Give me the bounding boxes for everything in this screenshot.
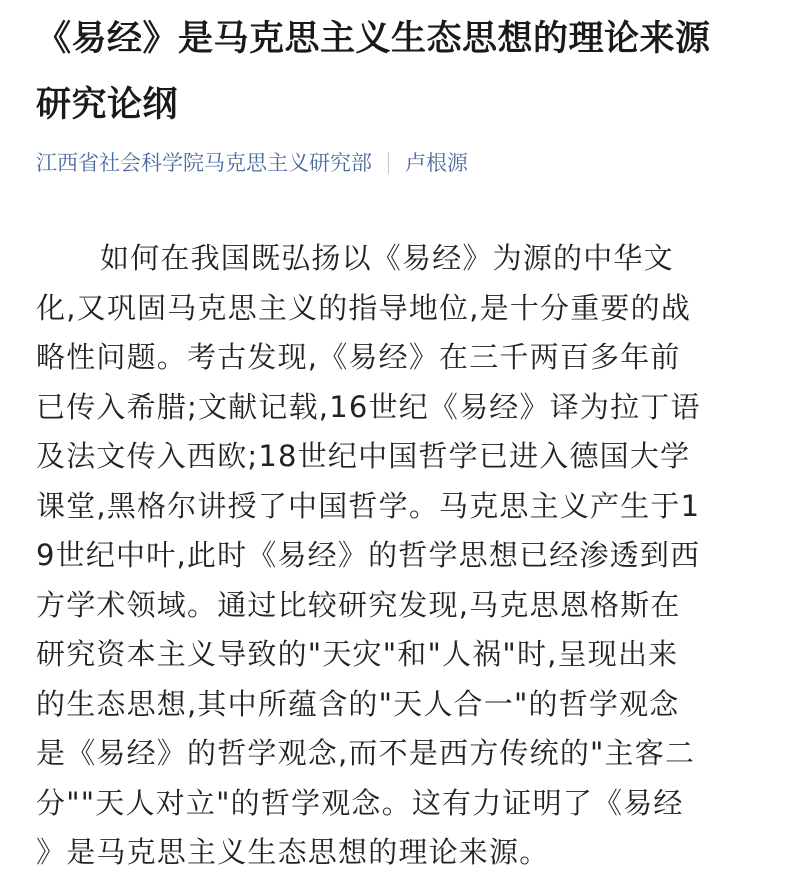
body-line: 课堂,黑格尔讲授了中国哲学。马克思主义产生于1 — [36, 488, 701, 523]
body-line: 及法文传入西欧;18世纪中国哲学已进入德国大学 — [36, 439, 691, 473]
body-line: 9世纪中叶,此时《易经》的哲学思想已经渗透到西 — [36, 538, 701, 572]
author-organization-link[interactable]: 江西省社会科学院马克思主义研究部 — [36, 151, 372, 175]
article-title-line-2: 研究论纲 — [36, 85, 179, 125]
body-line: 如何在我国既弘扬以《易经》为源的中华文 — [100, 241, 674, 275]
byline-divider — [388, 152, 389, 174]
article-title-line-1: 《易经》是马克思主义生态思想的理论来源 — [36, 19, 711, 59]
body-line: 的生态思想,其中所蕴含的"天人合一"的哲学观念 — [36, 686, 680, 721]
body-line: 分""天人对立"的哲学观念。这有力证明了《易经 — [36, 785, 684, 820]
article-title — [36, 6, 776, 138]
article-body — [36, 234, 776, 878]
body-line: 化,又巩固马克思主义的指导地位,是十分重要的战 — [36, 290, 692, 325]
body-line: 略性问题。考古发现,《易经》在三千两百多年前 — [36, 340, 681, 374]
body-line: 研究资本主义导致的"天灾"和"人祸"时,呈现出来 — [36, 637, 679, 671]
body-line: 已传入希腊;文献记载,16世纪《易经》译为拉丁语 — [36, 389, 701, 424]
article-byline — [36, 148, 776, 178]
article — [36, 6, 776, 878]
author-name-link[interactable]: 卢根源 — [405, 151, 468, 175]
body-line: 方学术领域。通过比较研究发现,马克思恩格斯在 — [36, 587, 681, 622]
body-line: 是《易经》的哲学观念,而不是西方传统的"主客二 — [36, 736, 696, 770]
body-line: 》是马克思主义生态思想的理论来源。 — [36, 835, 550, 869]
